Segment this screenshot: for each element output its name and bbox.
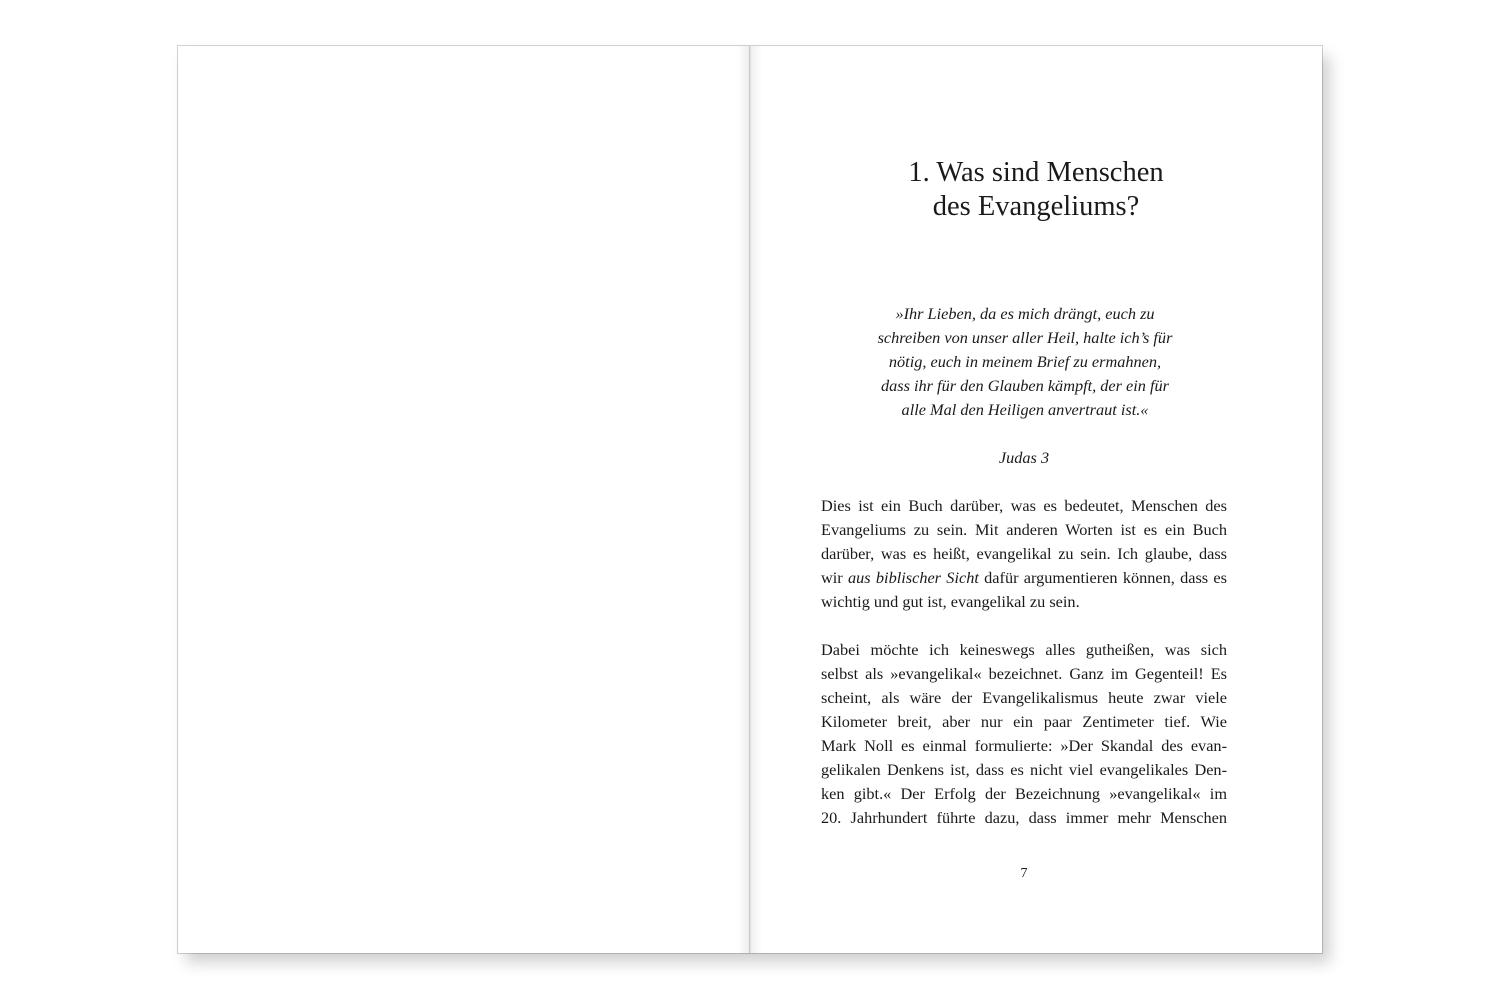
text-line: Mark Noll es einmal formulierte: »Der Skandal des evan- — [821, 736, 1227, 755]
text-line: ken gibt.« Der Erfolg der Bezeichnung »evangelikal« im — [821, 784, 1227, 803]
epigraph-line: nötig, euch in meinem Brief zu ermahnen, — [888, 352, 1162, 371]
epigraph-line: dass ihr für den Glauben kämpft, der ein für — [880, 376, 1170, 395]
chapter-title-line: 1. Was sind Menschen — [908, 157, 1164, 188]
text-line: gelikalen Denkens ist, dass es nicht viel evangelikales Den- — [821, 760, 1227, 779]
text-line: scheint, als wäre der Evangelikalismus heute zwar viele — [821, 688, 1227, 707]
chapter-title — [750, 156, 1322, 224]
text-segment: wir — [821, 568, 848, 587]
right-page — [750, 46, 1322, 953]
text-segment: dafür argumentieren können, dass es — [978, 568, 1227, 587]
epigraph-line: »Ihr Lieben, da es mich drängt, euch zu — [895, 304, 1155, 323]
text-line: wichtig und gut ist, evangelikal zu sein. — [821, 592, 1080, 611]
chapter-title-line: des Evangeliums? — [932, 191, 1140, 222]
text-line: Dabei möchte ich keineswegs alles gutheißen, was sich — [821, 640, 1227, 659]
text-line: Kilometer breit, aber nur ein paar Zentimeter tief. Wie — [821, 712, 1227, 731]
text-line: Evangeliums zu sein. Mit anderen Worten ist es ein Buch — [821, 520, 1227, 539]
page-number: 7 — [1020, 866, 1028, 881]
book-spread — [178, 46, 1322, 953]
emphasis-text: aus biblischer Sicht — [848, 568, 979, 587]
body-paragraph-2 — [821, 638, 1227, 830]
body-paragraph-1 — [821, 494, 1227, 614]
text-line: 20. Jahrhundert führte dazu, dass immer mehr Menschen — [821, 808, 1227, 827]
epigraph-source: Judas 3 — [998, 448, 1050, 467]
text-line — [821, 566, 1227, 590]
epigraph-quote — [810, 302, 1240, 422]
epigraph-line: alle Mal den Heiligen anvertraut ist.« — [901, 400, 1149, 419]
text-line: darüber, was es heißt, evangelikal zu sein. Ich glaube, dass — [821, 544, 1227, 563]
epigraph-line: schreiben von unser aller Heil, halte ich’s für — [877, 328, 1173, 347]
text-line: selbst als »evangelikal« bezeichnet. Ganz im Gegenteil! Es — [821, 664, 1227, 683]
text-line: Dies ist ein Buch darüber, was es bedeutet, Menschen des — [821, 496, 1227, 515]
left-page-blank — [178, 46, 749, 953]
